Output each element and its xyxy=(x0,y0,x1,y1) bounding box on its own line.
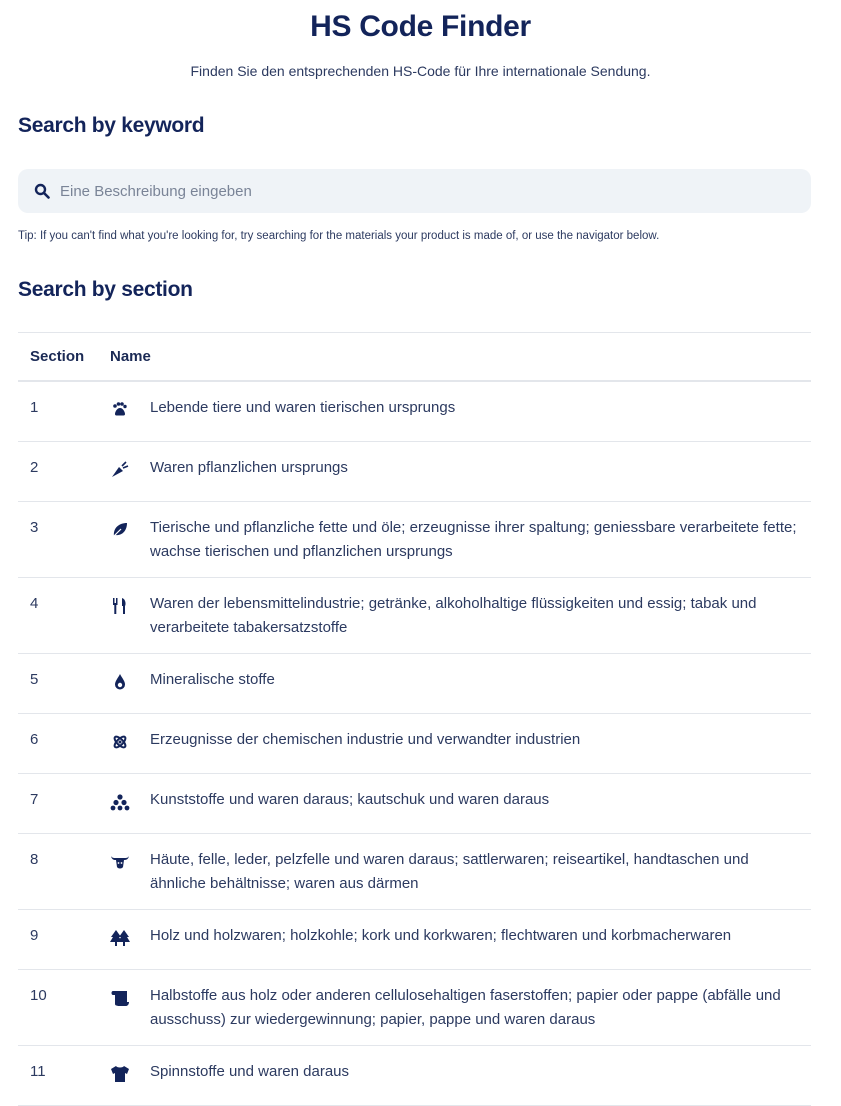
keyword-heading: Search by keyword xyxy=(18,114,205,137)
scroll-icon xyxy=(110,988,130,1008)
section-heading: Search by section xyxy=(18,278,193,301)
paw-icon xyxy=(110,400,130,420)
section-icon-cell xyxy=(110,714,150,774)
section-icon-cell xyxy=(110,381,150,442)
table-row[interactable] xyxy=(18,1046,811,1106)
section-icon-cell xyxy=(110,1046,150,1106)
section-name-link[interactable]: Mineralische stoffe xyxy=(150,654,811,714)
section-number: 10 xyxy=(18,970,110,1046)
section-number: 1 xyxy=(18,381,110,442)
page-subtitle: Finden Sie den entsprechenden HS-Code für Ihre internationale Sendung. xyxy=(190,63,651,79)
section-name-link[interactable]: Halbstoffe aus holz oder anderen cellulosehaltigen faserstoffen; papier oder pappe (abfälle und ausschuss) zur wiedergewinnung; papier, pappe und waren daraus xyxy=(150,970,811,1046)
table-row[interactable] xyxy=(18,910,811,970)
section-name-link[interactable]: Waren der lebensmittelindustrie; getränke, alkoholhaltige flüssigkeiten und essig; tabak und verarbeitete tabakersatzstoffe xyxy=(150,578,811,654)
bull-icon xyxy=(110,852,130,872)
section-icon-cell xyxy=(110,654,150,714)
utensils-icon xyxy=(110,596,130,616)
section-number: 6 xyxy=(18,714,110,774)
section-number: 11 xyxy=(18,1046,110,1106)
table-row[interactable] xyxy=(18,578,811,654)
search-input[interactable] xyxy=(58,182,762,201)
section-table xyxy=(18,332,811,1106)
leaf-icon xyxy=(110,520,130,540)
carrot-icon xyxy=(110,460,130,480)
section-name-link[interactable]: Waren pflanzlichen ursprungs xyxy=(150,442,811,502)
section-icon-cell xyxy=(110,774,150,834)
section-icon-cell xyxy=(110,910,150,970)
search-box[interactable] xyxy=(18,169,811,213)
section-name-link[interactable]: Häute, felle, leder, pelzfelle und waren daraus; sattlerwaren; reiseartikel, handtaschen und ähnliche behältnisse; waren aus därmen xyxy=(150,834,811,910)
table-row[interactable] xyxy=(18,654,811,714)
search-tip: Tip: If you can't find what you're looking for, try searching for the materials your product is made of, or use the navigator below. xyxy=(18,230,660,242)
shirt-icon xyxy=(110,1064,130,1084)
table-row[interactable] xyxy=(18,442,811,502)
section-number: 8 xyxy=(18,834,110,910)
table-header-row xyxy=(18,333,811,382)
section-icon-cell xyxy=(110,442,150,502)
table-row[interactable] xyxy=(18,970,811,1046)
section-icon-cell xyxy=(110,502,150,578)
section-name-link[interactable]: Erzeugnisse der chemischen industrie und verwandter industrien xyxy=(150,714,811,774)
table-row[interactable] xyxy=(18,714,811,774)
section-name-link[interactable]: Spinnstoffe und waren daraus xyxy=(150,1046,811,1106)
section-name-link[interactable]: Tierische und pflanzliche fette und öle; erzeugnisse ihrer spaltung; geniessbare verarbeitete fette; wachse tierischen und pflanzlichen ursprungs xyxy=(150,502,811,578)
section-number: 7 xyxy=(18,774,110,834)
table-row[interactable] xyxy=(18,834,811,910)
section-name-link[interactable]: Kunststoffe und waren daraus; kautschuk und waren daraus xyxy=(150,774,811,834)
section-name-link[interactable]: Holz und holzwaren; holzkohle; kork und korkwaren; flechtwaren und korbmacherwaren xyxy=(150,910,811,970)
section-number: 4 xyxy=(18,578,110,654)
column-header-section: Section xyxy=(18,333,110,382)
section-icon-cell xyxy=(110,834,150,910)
search-icon xyxy=(34,183,50,199)
table-row[interactable] xyxy=(18,774,811,834)
section-icon-cell xyxy=(110,970,150,1046)
section-number: 9 xyxy=(18,910,110,970)
drop-icon xyxy=(110,672,130,692)
table-row[interactable] xyxy=(18,381,811,442)
section-icon-cell xyxy=(110,578,150,654)
section-number: 5 xyxy=(18,654,110,714)
cubes-icon xyxy=(110,792,130,812)
section-number: 2 xyxy=(18,442,110,502)
trees-icon xyxy=(110,928,130,948)
column-header-name: Name xyxy=(110,333,811,382)
atom-icon xyxy=(110,732,130,752)
section-name-link[interactable]: Lebende tiere und waren tierischen ursprungs xyxy=(150,381,811,442)
table-row[interactable] xyxy=(18,502,811,578)
page-title: HS Code Finder xyxy=(310,10,531,43)
section-number: 3 xyxy=(18,502,110,578)
